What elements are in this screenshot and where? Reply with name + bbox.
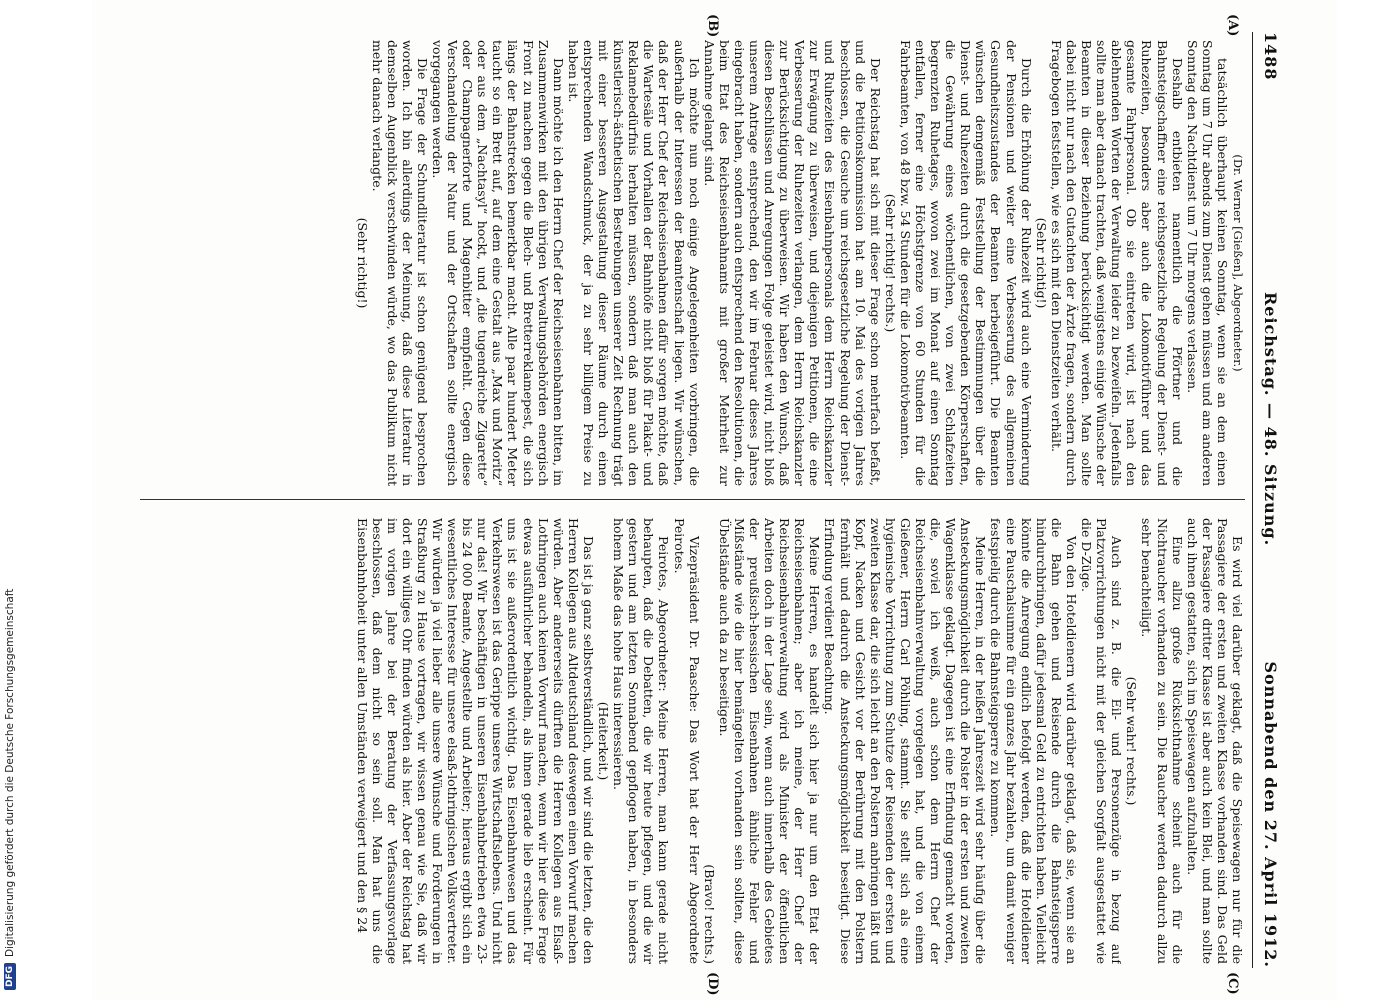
- right-column: [135, 518, 1245, 964]
- paragraph: Das ist ja ganz selbstverständlich, und wir sind die letzten, die den Herren Kollegen aus Altdeutschland deswegen einen Vorwurf machen würden. Aber andererseits dürften die Herren Kollegen aus Elsaß-Lothringen auch keinen Vorwurf machen, wenn wir hier diese Frage etwas ausführlicher behandeln, als ihnen gerade lieb erscheint. Für uns ist sie außerordentlich wichtig. Das Eisenbahnwesen und das Verkehrswesen ist das Gerippe unseres Wirtschaftslebens. Und nicht nur das! Wir beschäftigen in unseren Eisenbahnbetrieben etwa 23- bis 24 000 Beamte, Angestellte und Arbeiter; hieraus ergibt sich ein wesentliches Interesse für unsere elsaß-lothringischen Volksvertreter. Wir würden ja viel lieber alle unsere Wünsche und Forderungen in Straßburg zu Hause vortragen, wir wissen genau wie Sie, daß wir dort ein williges Ohr finden würden als hier. Aber der Reichstag hat im vorigen Jahre bei der Beratung der Verfassungsvorlage beschlossen, daß dem nicht so sein soll. Man hat uns die Eisenbahnhoheit unter allen Umständen verweigert und den § 24: [354, 518, 596, 964]
- margin-marker-b: (B): [705, 14, 720, 38]
- header-date: Sonnabend den 27. April 1912.: [1261, 661, 1280, 968]
- paragraph: Dann möchte ich den Herrn Chef der Reichseisenbahnen bitten, im Zusammenwirken mit den übrigen Verwaltungsbehörden energisch Front zu machen gegen die Blech- und Bretterreklamepest, die sich längs der Bahnstrecken bemerkbar macht. Alle paar hundert Meter taucht so ein Brett auf, auf dem eine Gestalt aus „Max und Moritz“ oder aus dem „Nachtasyl“ hockt, und „die tugendreiche Zigarette“ oder Champagnerforte und Magenbitter empfiehlt. Gegen diese Verschandelung der Natur und der Ortschaften sollte energisch vorgegangen werden.: [430, 40, 566, 486]
- left-column: [135, 40, 1245, 486]
- paragraph: Peirotes, Abgeordneter: Meine Herren, man kann gerade nicht behaupten, daß die Debatten, die wir heute pflegen, und die wir gestern und am letzten Sonnabend gepflogen haben, in besonders hohem Maße das hohe Haus interessieren.: [611, 518, 672, 964]
- rotated-page-content: [92, 0, 1337, 1000]
- paragraph: Von den Hoteldienern wird darüber geklagt, daß sie, wenn sie an die Bahn gehen und Reisende durch die Bahnsteigsperre hindurchbringen, dafür jedesmal Geld zu entrichten haben. Vielleicht könnte die Anregung endlich befolgt werden, daß die Hoteldiener eine Pauschalsumme für ein ganzes Jahr bezahlen, um damit weniger festspielig durch die Bahnsteigsperre zu kommen.: [988, 518, 1079, 964]
- page-number: 1488: [1261, 32, 1280, 81]
- paragraph: Ich möchte nun noch einige Angelegenheiten vorbringen, die außerhalb der Interessen der Beamtenschaft liegen. Wir wünschen, daß der Herr Chef der Reichseisenbahnen dafür sorgen möchte, daß die Wartesäle und Vorhallen der Bahnhöfe nicht bloß für Plakat- und Reklamebedürfnis herhalten müssen, sondern daß man auch den künstlerisch-ästhetischen Bestrebungen unserer Zeit Rechnung trägt mit einer besseren Ausgestaltung dieser Räume durch einen entsprechenden Wandschmuck, der ja zu sehr billigem Preise zu haben ist.: [565, 40, 702, 486]
- margin-marker-c: (C): [1225, 972, 1240, 995]
- paragraph: Meine Herren, es handelt sich hier ja nur um den Etat der Reichseisenbahnen; aber ich meine, der Herr Chef der Reichseisenbahnverwaltung wird als Minister der öffentlichen Arbeiten doch in der Lage sein, wenn auch innerhalb des Gebietes der preußisch-hessischen Eisenbahnen ähnliche Fehler und Mißstände wie die hier bemängelten vorhanden sein sollten, diese Übelstände auch da zu beseitigen.: [716, 518, 823, 964]
- speaker-note: (Dr. Werner [Gießen], Abgeordneter.): [1231, 154, 1245, 372]
- paragraph: Meine Herren, in der heißen Jahreszeit wird sehr häufig über die Ansteckungsmöglichkeit durch die Polster in der ersten und zweiten Wagenklasse geklagt. Dagegen ist eine Erfindung gemacht worden, die, soviel ich weiß, auch schon dem Herrn Chef der Reichseisenbahnverwaltung vorgelegen hat, und die von einem Gießener, Herrn Carl Pöhling, stammt. Sie stellt sich als eine hygienische Vorrichtung zum Schutze der Reisenden der ersten und zweiten Klasse dar, die sich leicht an den Polstern anbringen läßt und Kopf, Nacken und Gesicht vor der Berührung mit den Polstern fernhält und dadurch die Ansteckungsmöglichkeit beseitigt. Diese Erfindung verdient Beachtung.: [822, 518, 989, 964]
- paragraph: Eine allzu große Rücksichtnahme scheint auch für die Nichtraucher vorhanden zu sein. Die Raucher werden dadurch allzu sehr benachteiligt.: [1139, 518, 1185, 964]
- paragraph: Die Frage der Schundliteratur ist schon genügend besprochen worden. Ich bin allerdings der Meinung, daß diese Literatur in demselben Augenblick verschwinden würde, wo das Publikum nicht mehr danach verlangte.: [369, 40, 430, 486]
- margin-marker-d: (D): [705, 972, 720, 996]
- digitization-credit: [0, 0, 20, 1000]
- column-divider: [140, 499, 1245, 500]
- credit-text: Digitalisierung gefördert durch die Deutsche Forschungsgemeinschaft: [4, 588, 16, 957]
- applause-note: (Sehr richtig! rechts.): [882, 193, 898, 333]
- applause-note: (Sehr richtig!): [1033, 217, 1049, 309]
- paragraph: Auch sind z. B. die Eil- und Personenzüge in bezug auf Platzvorrichtungen nicht mit der gleichen Sorgfalt ausgestattet wie die D-Züge.: [1079, 518, 1125, 964]
- margin-marker-a: (A): [1225, 14, 1240, 37]
- chair-announcement: Vizepräsident Dr. Paasche: Das Wort hat der Herr Abgeordnete Peirotes.: [671, 518, 702, 964]
- header-title: Reichstag. — 48. Sitzung.: [1261, 292, 1280, 547]
- applause-note: (Heiterkeit.): [596, 701, 612, 781]
- applause-note: (Sehr richtig!): [354, 217, 370, 309]
- applause-note: (Sehr wahr! rechts.): [1124, 676, 1140, 806]
- dfg-logo: DFG: [4, 963, 16, 990]
- paragraph: Der Reichstag hat sich mit dieser Frage schon mehrfach befaßt, und die Petitionskommission hat am 10. Mai des vorigen Jahres beschlossen, die Gesuche um reichsgesetzliche Regelung der Dienst- und Ruhezeiten des Eisenbahnpersonals dem Herrn Reichskanzler zur Erwägung zu überweisen, und diejenigen Petitionen, die eine Verbesserung der Ruhezeiten verlangen, dem Herrn Reichskanzler zur Berücksichtigung zu überweisen. Wir haben den Wunsch, daß diesen Beschlüssen und Anregungen Folge geleistet wird, nicht bloß unserem Antrage entsprechend, den wir im Februar dieses Jahres eingebracht haben, sondern auch entsprechend den Resolutionen, die beim Etat des Reichseisenbahnamts mit großer Mehrheit zur Annahme gelangt sind.: [701, 40, 883, 486]
- paragraph: Durch die Erhöhung der Ruhezeit wird auch eine Verminderung der Pensionen und weiter eine Verbesserung des allgemeinen Gesundheitszustandes der Beamten herbeigeführt. Die Beamten wünschen demgemäß Feststellung der Bestimmungen über die Dienst- und Ruhezeiten durch die gesetzgebenden Körperschaften, die Gewährung eines wöchentlichen, von zwei Schlafzeiten begrenzten Ruhetages, wovon zwei im Monat auf einen Sonntag entfallen, ferner eine Höchstgrenze von 60 Stunden für die Fahrbeamten, von 48 bzw. 54 Stunden für die Lokomotivbeamten.: [897, 40, 1034, 486]
- header-rule: [1252, 32, 1253, 968]
- paragraph: tatsächlich überhaupt keinen Sonntag, wenn sie an dem einen Sonntag um 7 Uhr abends zum Dienst gehen müssen und am anderen Sonntag den Nachtdienst um 7 Uhr morgens verlassen.: [1184, 40, 1230, 486]
- applause-note: (Bravo! rechts.): [701, 864, 717, 964]
- running-header: [1252, 32, 1282, 968]
- paragraph: Es wird viel darüber geklagt, daß die Speisewagen nur für die Passagiere der ersten und zweiten Klasse vorhanden sind. Das Geld der Passagiere dritter Klasse ist aber auch kein Blei, und man sollte auch ihnen gestatten, sich im Speisewagen aufzuhalten.: [1184, 518, 1245, 964]
- scanned-page: [92, 0, 1337, 1000]
- paragraph: Deshalb entbieten namentlich die Pförtner und die Bahnsteigschaffner eine reichsgesetzliche Regelung der Dienst- und Ruhezeiten, besonders aber auch die Lokomotivführer und das gesamte Fahrpersonal. Ob sie eintreten wird, ist nach den ablehnenden Worten der Verwaltung leider zu bezweifeln. Jedenfalls sollte man aber danach trachten, daß wenigstens einige Wünsche der Beamten in dieser Beziehung berücksichtigt werden. Man sollte dabei nicht nur nach den Gutachten der Ärzte fragen, sondern durch Fragebogen feststellen, wie es sich mit den Dienstzeiten verhält.: [1048, 40, 1185, 486]
